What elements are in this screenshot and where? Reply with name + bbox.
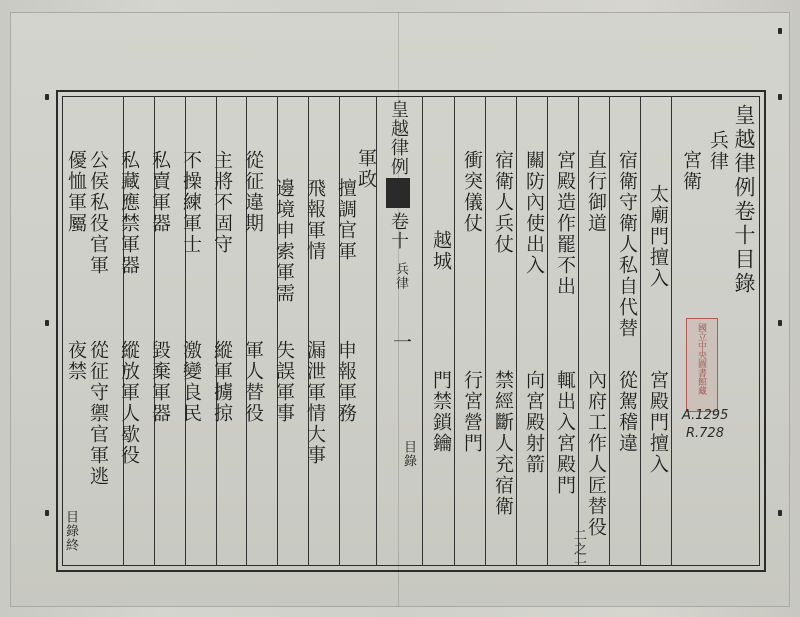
column-rule (671, 96, 672, 566)
entry-bottom: 失誤軍事 (273, 340, 295, 424)
call-number-line2: R.728 (686, 426, 724, 441)
binding-hole (778, 94, 782, 100)
column-rule (547, 96, 548, 566)
entry-bottom: 漏泄軍情大事 (304, 340, 326, 466)
entry-bottom: 從征守禦官軍逃 (87, 340, 109, 487)
entry-top: 關防內使出入 (523, 150, 545, 276)
entry-top: 衝突儀仗 (461, 150, 483, 234)
section-heading: 兵律 (707, 130, 729, 172)
binding-hole (778, 320, 782, 326)
binding-hole (45, 510, 49, 516)
fish-tail-mark (386, 178, 410, 208)
center-label: 目錄 (401, 440, 416, 468)
entry-top: 直行御道 (585, 150, 607, 234)
entry-top: 宮殿造作罷不出 (554, 150, 576, 297)
entry-top: 飛報軍情 (304, 178, 326, 262)
column-rule (308, 96, 309, 566)
end-mark: 目錄終 (63, 510, 78, 552)
subsection-heading: 宮衛 (680, 150, 702, 192)
entry-top: 越城 (430, 230, 452, 272)
center-title: 皇越律例 (388, 100, 409, 176)
column-rule (485, 96, 486, 566)
stamp-text: 國立中央圖書館藏 (696, 323, 706, 395)
column-rule (640, 96, 641, 566)
center-category: 兵律 (393, 262, 408, 290)
entry-top: 公侯私役官軍 (87, 150, 109, 276)
entry-bottom: 縱軍擄掠 (211, 340, 233, 424)
binding-hole (778, 28, 782, 34)
entry-top: 邊境申索軍需 (273, 178, 295, 304)
center-band-rule (422, 96, 423, 566)
entry-top: 宿衛人兵仗 (492, 150, 514, 255)
binding-hole (45, 94, 49, 100)
entry-top: 宿衛守衛人私自代替 (616, 150, 638, 339)
entry-bottom: 禁經斷人充宿衛 (492, 370, 514, 517)
entry-bottom: 內府工作人匠替役 (585, 370, 607, 538)
entry-bottom: 軍人替役 (242, 340, 264, 424)
entry-bottom: 從駕稽違 (616, 370, 638, 454)
library-seal-stamp (686, 318, 718, 412)
entry-bottom: 行宮營門 (461, 370, 483, 454)
entry-top: 太廟門擅入 (647, 184, 669, 289)
folio-number: 二之一 (571, 528, 586, 570)
binding-hole (45, 320, 49, 326)
entry-bottom: 宮殿門擅入 (647, 370, 669, 475)
entry-bottom: 縱放軍人歇役 (118, 340, 140, 466)
entry-top: 主將不固守 (211, 150, 233, 255)
column-rule (454, 96, 455, 566)
subsection-heading: 軍政 (355, 148, 377, 190)
entry-top: 私賣軍器 (149, 150, 171, 234)
entry-top: 優恤軍屬 (65, 150, 87, 234)
entry-top: 私藏應禁軍器 (118, 150, 140, 276)
entry-bottom: 向宮殿射箭 (523, 370, 545, 475)
center-page-number: 一 (390, 332, 412, 353)
column-rule (578, 96, 579, 566)
column-rule (609, 96, 610, 566)
entry-bottom: 門禁鎖鑰 (430, 370, 452, 454)
entry-bottom: 夜禁 (65, 340, 87, 382)
volume-title: 皇越律例卷十目錄 (732, 104, 756, 296)
entry-bottom: 激變良民 (180, 340, 202, 424)
binding-hole (778, 510, 782, 516)
column-rule (516, 96, 517, 566)
column-rule (277, 96, 278, 566)
entry-top: 擅調官軍 (335, 178, 357, 262)
entry-bottom: 毀棄軍器 (149, 340, 171, 424)
entry-top: 不操練軍士 (180, 150, 202, 255)
entry-bottom: 申報軍務 (335, 340, 357, 424)
entry-top: 從征違期 (242, 150, 264, 234)
entry-bottom: 輒出入宮殿門 (554, 370, 576, 496)
column-rule (339, 96, 340, 566)
center-volume: 卷十 (388, 212, 409, 250)
call-number-line1: A.1295 (682, 408, 729, 423)
